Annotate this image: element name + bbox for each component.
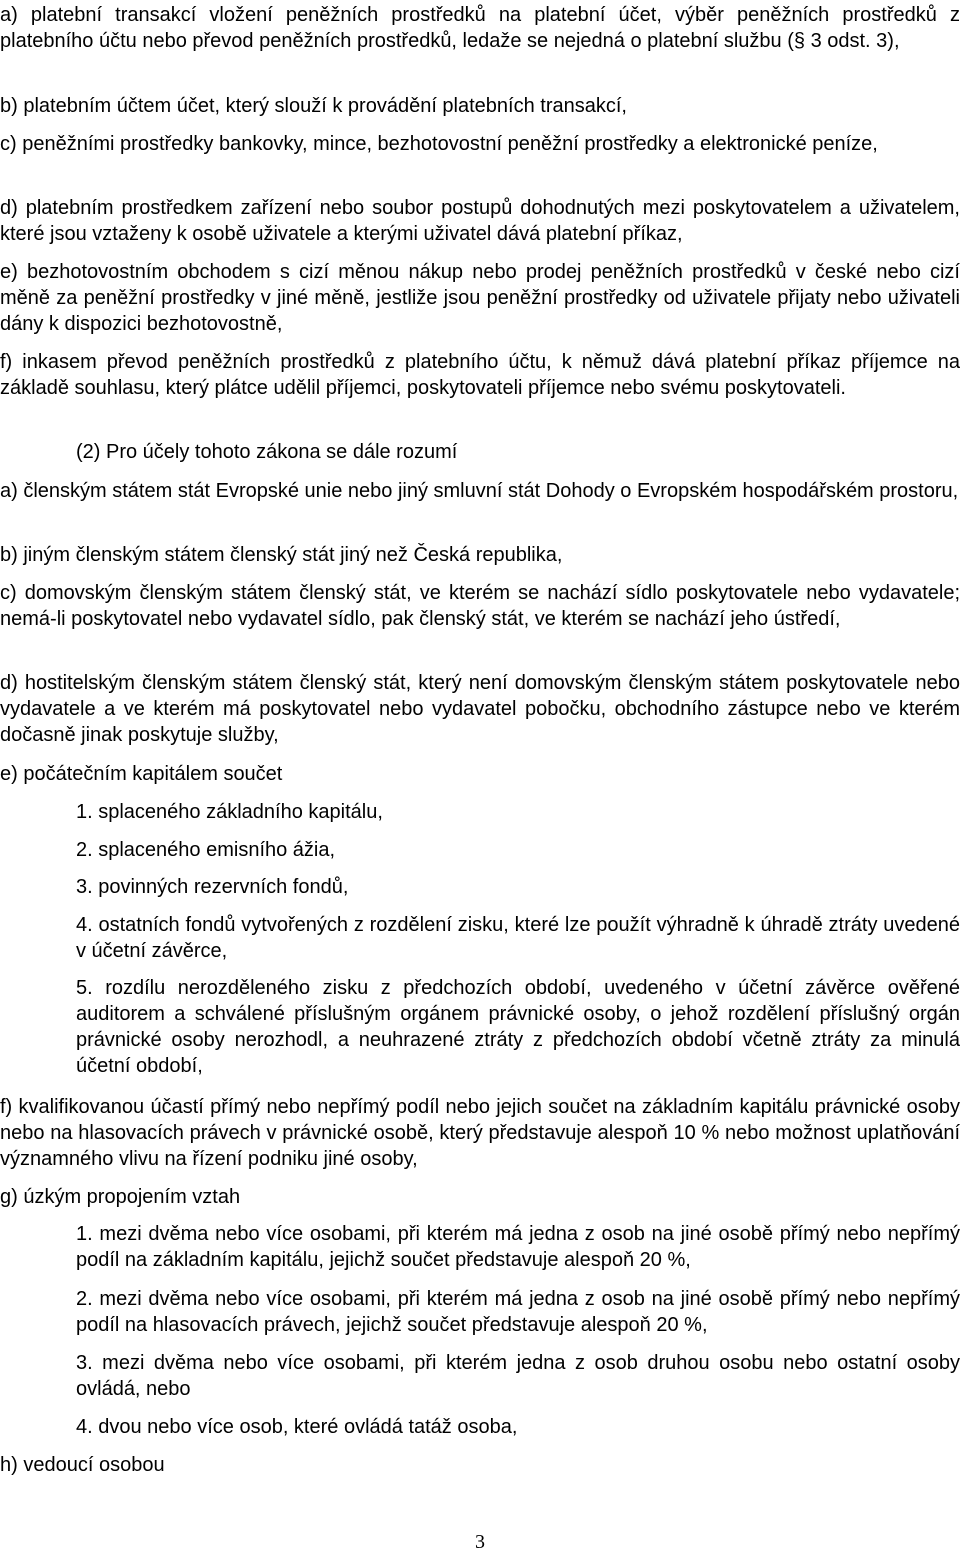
paragraph-2a-clensky-stat: a) členským státem stát Evropské unie nebo jiný smluvní stát Dohody o Evropském hospodářském prostoru, xyxy=(0,480,959,502)
paragraph-1d-platebni-prostredek: d) platebním prostředkem zařízení nebo soubor postupů dohodnutých mezi poskytovatelem a uživatelem, které jsou vztaženy k osobě uživatele a kterými uživatel dává platební příkaz, xyxy=(0,197,960,245)
list-item-e3: 3. povinných rezervních fondů, xyxy=(76,876,349,898)
paragraph-2g-uzke-propojeni: g) úzkým propojením vztah xyxy=(0,1186,241,1208)
paragraph-1f-inkaso: f) inkasem převod peněžních prostředků z platebního účtu, k němuž dává platební příkaz příjemce na základě souhlasu, který plátce udělil příjemci, poskytovateli příjemce nebo svému poskytovateli. xyxy=(0,351,960,399)
list-item-e5: 5. rozdílu nerozděleného zisku z předchozích období, uvedeného v účetní závěrce ověřené auditorem a schválené příslušným orgánem právnické osoby, o jehož rozdělení příslušný orgán právnické osoby nerozhodl, a neuhrazené ztráty z předchozích období včetně ztráty za minulá účetní období, xyxy=(76,977,960,1077)
paragraph-2d-hostitelsky-stat: d) hostitelským členským státem členský stát, který není domovským členským státem poskytovatele nebo vydavatele a ve kterém má poskytovatel nebo vydavatel pobočku, obchodního zástupce nebo ve kterém dočasně jinak poskytuje služby, xyxy=(0,672,960,746)
list-item-e4: 4. ostatních fondů vytvořených z rozdělení zisku, které lze použít výhradně k úhradě ztráty uvedené v účetní závěrce, xyxy=(76,914,960,962)
list-item-g3: 3. mezi dvěma nebo více osobami, při kterém jedna z osob druhou osobu nebo ostatní osoby ovládá, nebo xyxy=(76,1352,960,1400)
paragraph-1b-platebni-ucet: b) platebním účtem účet, který slouží k provádění platebních transakcí, xyxy=(0,95,627,117)
paragraph-2b-jiny-clensky-stat: b) jiným členským státem členský stát jiný než Česká republika, xyxy=(0,544,563,566)
paragraph-1e-bezhotovostni-obchod: e) bezhotovostním obchodem s cizí měnou nákup nebo prodej peněžních prostředků v české nebo cizí měně za peněžní prostředky v jiné měně, jestliže jsou peněžní prostředky od uživatele přijaty nebo uživateli dány k dispozici bezhotovostně, xyxy=(0,261,960,335)
paragraph-2f-kvalifikovana-ucast: f) kvalifikovanou účastí přímý nebo nepřímý podíl nebo jejich součet na základním kapitálu právnické osoby nebo na hlasovacích právech v právnické osobě, který představuje alespoň 10 % nebo možnost uplatňování významného vlivu na řízení podniku jiné osoby, xyxy=(0,1096,960,1170)
list-item-g2: 2. mezi dvěma nebo více osobami, při kterém má jedna z osob na jiné osobě přímý nebo nepřímý podíl na hlasovacích právech, jejichž součet představuje alespoň 20 %, xyxy=(76,1288,960,1336)
list-item-e1: 1. splaceného základního kapitálu, xyxy=(76,801,383,823)
paragraph-2c-domovsky-stat: c) domovským členským státem členský stát, ve kterém se nachází sídlo poskytovatele nebo vydavatele; nemá-li poskytovatel nebo vydavatel sídlo, pak členský stát, ve kterém se nachází jeho ústředí, xyxy=(0,582,960,630)
list-item-g4: 4. dvou nebo více osob, které ovládá tatáž osoba, xyxy=(76,1416,518,1438)
paragraph-1a-platebni-transakce: a) platební transakcí vložení peněžních prostředků na platební účet, výběr peněžních prostředků z platebního účtu nebo převod peněžních prostředků, ledaže se nejedná o platební službu (§ 3 odst. 3), xyxy=(0,4,960,52)
paragraph-1c-penezni-prostredky: c) peněžními prostředky bankovky, mince, bezhotovostní peněžní prostředky a elektronické peníze, xyxy=(0,133,878,155)
paragraph-2-intro: (2) Pro účely tohoto zákona se dále rozumí xyxy=(76,441,458,463)
paragraph-2h-vedouci-osoba: h) vedoucí osobou xyxy=(0,1454,165,1476)
paragraph-2e-pocatecni-kapital: e) počátečním kapitálem součet xyxy=(0,763,283,785)
list-item-g1: 1. mezi dvěma nebo více osobami, při kterém má jedna z osob na jiné osobě přímý nebo nepřímý podíl na základním kapitálu, jejichž součet představuje alespoň 20 %, xyxy=(76,1223,960,1271)
list-item-e2: 2. splaceného emisního ážia, xyxy=(76,839,336,861)
page-number: 3 xyxy=(475,1531,485,1553)
